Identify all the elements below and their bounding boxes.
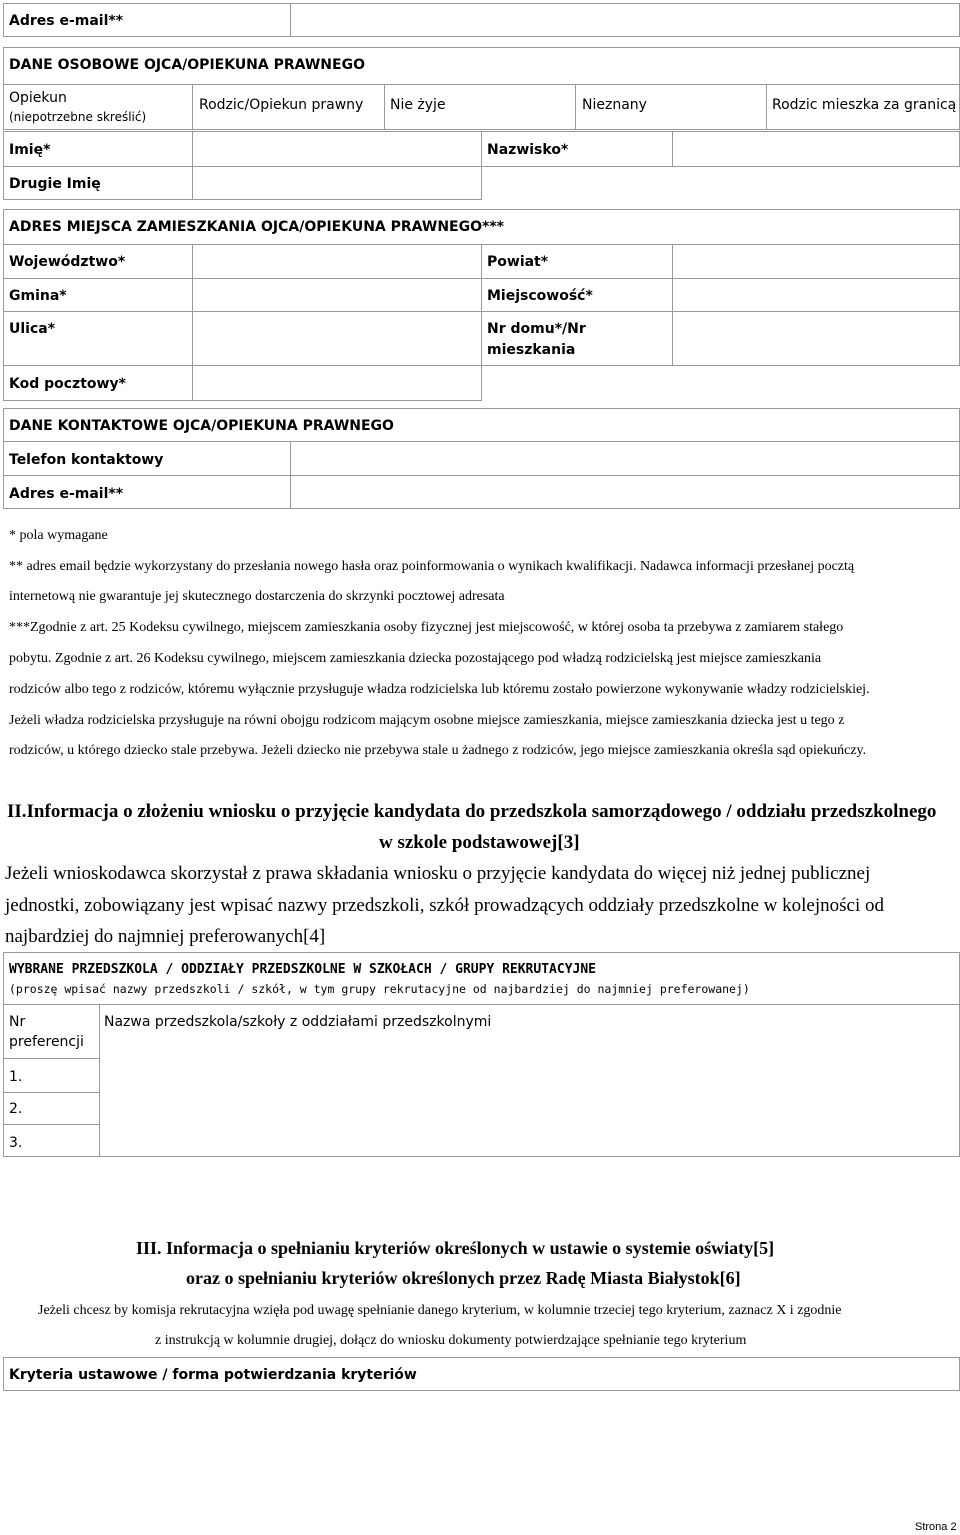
last-name-input[interactable]	[672, 131, 960, 167]
street-label: Ulica*	[9, 321, 56, 337]
top-email-label: Adres e-mail**	[9, 13, 124, 29]
preferences-table-title: WYBRANE PRZEDSZKOLA / ODDZIAŁY PRZEDSZKOLNE W SZKOŁACH / GRUPY REKRUTACYJNE	[9, 962, 596, 977]
first-name-label: Imię*	[9, 142, 51, 158]
section2-title-line1: II.Informacja o złożeniu wniosku o przyjęcie kandydata do przedszkola samorządowego / oddziału przedszkolnego	[7, 801, 937, 822]
phone-input[interactable]	[290, 441, 960, 476]
first-name-input[interactable]	[192, 131, 482, 167]
note-residence-2: pobytu. Zgodnie z art. 26 Kodeksu cywilnego, miejscem zamieszkania dziecka pozostającego pod władzą rodzicielską jest miejsce zamieszkania	[9, 651, 822, 666]
phone-label: Telefon kontaktowy	[9, 452, 164, 468]
county-label: Powiat*	[487, 254, 549, 270]
option-parent-label: Rodzic/Opiekun prawny	[199, 97, 364, 113]
commune-label: Gmina*	[9, 288, 67, 304]
page-number: Strona 2	[915, 1521, 957, 1533]
section3-title-line2: oraz o spełnianiu kryteriów określonych przez Radę Miasta Białystok[6]	[186, 1268, 741, 1288]
section3-paragraph-2: z instrukcją w kolumnie drugiej, dołącz do wniosku dokumenty potwierdzające spełnianie tego kryterium	[155, 1333, 747, 1348]
postal-label: Kod pocztowy*	[9, 376, 126, 392]
contact-email-input[interactable]	[290, 475, 960, 509]
pref-col-number-line1: Nr	[9, 1014, 26, 1030]
section2-title-line2: w szkole podstawowej[3]	[379, 832, 580, 853]
pref-col-number-header	[3, 1004, 100, 1059]
section3-paragraph-1: Jeżeli chcesz by komisja rekrutacyjna wzięła pod uwagę spełnianie danego kryterium, w kolumnie trzeciej tego kryterium, zaznacz X i zgodnie	[38, 1303, 842, 1318]
street-input[interactable]	[192, 311, 482, 366]
commune-input[interactable]	[192, 278, 482, 312]
second-name-label: Drugie Imię	[9, 176, 101, 192]
pref-col-number-line2: preferencji	[9, 1034, 84, 1050]
voivodeship-label: Województwo*	[9, 254, 126, 270]
last-name-label: Nazwisko*	[487, 142, 569, 158]
section2-paragraph-2: jednostki, zobowiązany jest wpisać nazwy przedszkoli, szkół prowadzących oddziały przedszkolne w kolejności od	[5, 895, 885, 916]
postal-input[interactable]	[192, 365, 482, 401]
preferences-table-note: (proszę wpisać nazwy przedszkoli / szkół, w tym grupy rekrutacyjne od najbardziej do najmniej preferowanej)	[9, 982, 750, 996]
section2-paragraph-1: Jeżeli wnioskodawca skorzystał z prawa składania wniosku o przyjęcie kandydata do więcej niż jednej publicznej	[5, 863, 871, 884]
address-section-title: ADRES MIEJSCA ZAMIESZKANIA OJCA/OPIEKUNA PRAWNEGO***	[9, 219, 504, 235]
house-no-label-line2: mieszkania	[487, 342, 576, 358]
note-residence-5: rodziców, u którego dziecko stale przebywa. Jeżeli dziecko nie przebywa stale u żadnego z rodziców, jego miejsce zamieszkania określa sąd opiekuńczy.	[9, 743, 867, 758]
pref-row-2-number: 2.	[9, 1101, 23, 1117]
note-required: * pola wymagane	[9, 528, 108, 543]
section2-paragraph-3: najbardziej do najmniej preferowanych[4]	[5, 926, 326, 947]
note-email-1: ** adres email będzie wykorzystany do przesłania nowego hasła oraz poinformowania o wynikach kwalifikacji. Nadawca informacji przesłanej pocztą	[9, 559, 855, 574]
section3-title-line1	[136, 1238, 774, 1259]
preferences-table-header	[3, 952, 960, 1005]
note-residence-1: ***Zgodnie z art. 25 Kodeksu cywilnego, miejscem zamieszkania osoby fizycznej jest miejscowość, w której osoba ta przebywa z zamiarem stałego	[9, 620, 844, 635]
pref-row-3-number: 3.	[9, 1135, 23, 1151]
note-residence-3: rodziców albo tego z rodziców, któremu wyłącznie przysługuje władza rodzicielska lub któremu zostało powierzone wykonywanie władzy rodzicielskiej.	[9, 682, 870, 697]
parent-section-title: DANE OSOBOWE OJCA/OPIEKUNA PRAWNEGO	[9, 57, 365, 73]
option-deceased-label: Nie żyje	[390, 97, 446, 113]
option-unknown-label: Nieznany	[582, 97, 647, 113]
option-abroad-label: Rodzic mieszka za granicą	[772, 97, 957, 113]
contact-section-title: DANE KONTAKTOWE OJCA/OPIEKUNA PRAWNEGO	[9, 418, 394, 434]
pref-col-name-label: Nazwa przedszkola/szkoły z oddziałami przedszkolnymi	[104, 1014, 492, 1030]
voivodeship-input[interactable]	[192, 244, 482, 279]
contact-email-label: Adres e-mail**	[9, 486, 124, 502]
city-input[interactable]	[672, 278, 960, 312]
county-input[interactable]	[672, 244, 960, 279]
note-residence-4: Jeżeli władza rodzicielska przysługuje na równi obojgu rodzicom mającym osobne miejsce zamieszkania, miejsce zamieszkania dziecka jest u tego z	[9, 713, 845, 728]
criteria-table-title: Kryteria ustawowe / forma potwierdzania kryteriów	[9, 1367, 417, 1383]
guardian-label: Opiekun	[9, 90, 67, 106]
street-label-cell	[3, 311, 193, 366]
note-email-2: internetową nie gwarantuje jej skutecznego dostarczenia do skrzynki pocztowej adresata	[9, 589, 505, 604]
section3-title-text: Informacja o spełnianiu kryteriów określonych w ustawie o systemie oświaty[5]	[161, 1238, 775, 1258]
house-no-input[interactable]	[672, 311, 960, 366]
guardian-note: (niepotrzebne skreślić)	[9, 110, 147, 124]
top-email-input[interactable]	[290, 3, 960, 37]
house-no-label-line1: Nr domu*/Nr	[487, 321, 586, 337]
pref-row-1-number: 1.	[9, 1069, 23, 1085]
section3-title-roman: III.	[136, 1238, 162, 1258]
city-label: Miejscowość*	[487, 288, 593, 304]
second-name-input[interactable]	[192, 166, 482, 200]
